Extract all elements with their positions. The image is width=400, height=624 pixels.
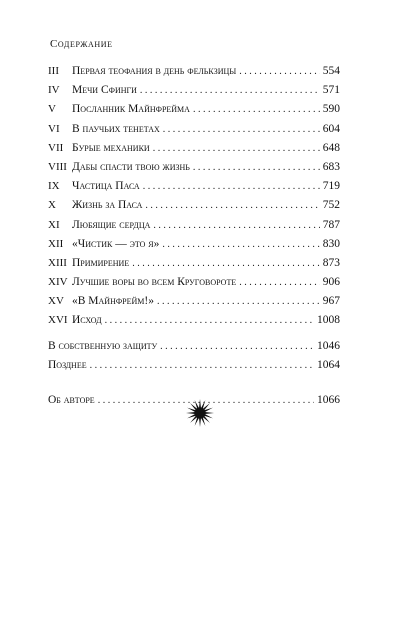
- chapter-title: Любящие сердца: [72, 218, 151, 231]
- toc-entry[interactable]: [48, 292, 340, 311]
- chapter-number: V: [48, 103, 56, 116]
- toc-entry-extra[interactable]: [48, 356, 340, 375]
- toc-entry[interactable]: [48, 81, 340, 100]
- dot-leader: [132, 254, 320, 273]
- page-number: 1066: [317, 394, 340, 406]
- page-number: 752: [322, 199, 340, 212]
- toc-entry[interactable]: [48, 100, 340, 119]
- chapter-number: X: [48, 199, 56, 212]
- toc-entry[interactable]: [48, 273, 340, 292]
- chapter-title: Лучшие воры во всем Круговороте: [72, 276, 237, 289]
- chapter-title: Жизнь за Паса: [72, 199, 143, 212]
- star-burst-icon: [185, 398, 215, 428]
- section-gap: [48, 375, 340, 391]
- chapter-number: IX: [48, 180, 60, 193]
- chapter-title: «В Майнфрейм!»: [72, 295, 154, 308]
- table-of-contents: [48, 62, 340, 410]
- chapter-number: XIII: [48, 256, 67, 269]
- page-number: 554: [322, 65, 340, 77]
- toc-entry[interactable]: [48, 216, 340, 235]
- chapter-title: Посланник Майнфрейма: [72, 103, 190, 116]
- chapter-number: VI: [48, 122, 60, 135]
- page-number: 604: [322, 122, 340, 135]
- chapter-list: [48, 62, 340, 331]
- chapter-number: III: [48, 65, 59, 77]
- dot-leader: [90, 356, 314, 375]
- dot-leader: [153, 139, 320, 158]
- chapter-number: VII: [48, 141, 64, 154]
- dot-leader: [143, 177, 320, 196]
- dot-leader: [140, 81, 320, 100]
- dot-leader: [153, 216, 319, 235]
- about-title: Об авторе: [48, 394, 95, 406]
- page-number: 590: [322, 103, 340, 116]
- page-number: 906: [322, 276, 340, 289]
- page-number: 787: [322, 218, 340, 231]
- chapter-title: Дабы спасти твою жизнь: [72, 160, 190, 173]
- page-number: 571: [322, 84, 340, 97]
- chapter-number: XIV: [48, 276, 68, 289]
- dot-leader: [239, 273, 320, 292]
- chapter-title: Первая теофания в день фелькзицы: [72, 65, 237, 77]
- page-number: 1046: [317, 339, 340, 352]
- chapter-title: В паучьих тенетах: [72, 122, 160, 135]
- page-number: 719: [322, 180, 340, 193]
- page-number: 830: [322, 237, 340, 250]
- extra-title: В собственную защиту: [48, 339, 158, 352]
- toc-entry[interactable]: [48, 254, 340, 273]
- page-number: 648: [322, 141, 340, 154]
- toc-entry[interactable]: [48, 120, 340, 139]
- chapter-number: XII: [48, 237, 64, 250]
- chapter-title: «Чистик — это я»: [72, 237, 160, 250]
- chapter-number: VIII: [48, 160, 67, 173]
- page-number: 967: [322, 295, 340, 308]
- dot-leader: [163, 120, 320, 139]
- toc-entry-extra[interactable]: [48, 337, 340, 356]
- toc-entry[interactable]: [48, 158, 340, 177]
- chapter-number: IV: [48, 84, 60, 97]
- page-number: 1064: [317, 358, 340, 371]
- toc-entry[interactable]: [48, 311, 340, 330]
- toc-entry[interactable]: [48, 235, 340, 254]
- dot-leader: [145, 196, 319, 215]
- toc-entry[interactable]: [48, 62, 340, 81]
- toc-entry[interactable]: [48, 177, 340, 196]
- extra-title: Позднее: [48, 358, 87, 371]
- chapter-title: Бурые механики: [72, 141, 150, 154]
- dot-leader: [193, 100, 320, 119]
- running-head: Содержание: [50, 38, 113, 50]
- page-number: 873: [322, 256, 340, 269]
- chapter-title: Частица Паса: [72, 180, 140, 193]
- dot-leader: [157, 292, 320, 311]
- dot-leader: [160, 337, 314, 356]
- extras-list: [48, 337, 340, 375]
- chapter-number: XV: [48, 295, 64, 308]
- chapter-title: Примирение: [72, 256, 130, 269]
- dot-leader: [239, 62, 319, 81]
- page-number: 1008: [317, 314, 340, 327]
- dot-leader: [162, 235, 319, 254]
- chapter-title: Исход: [72, 314, 102, 327]
- chapter-title: Мечи Сфинги: [72, 84, 137, 97]
- toc-entry[interactable]: [48, 196, 340, 215]
- dot-leader: [105, 311, 314, 330]
- toc-entry[interactable]: [48, 139, 340, 158]
- chapter-number: XI: [48, 218, 60, 231]
- page-number: 683: [322, 160, 340, 173]
- dot-leader: [193, 158, 320, 177]
- chapter-number: XVI: [48, 314, 68, 327]
